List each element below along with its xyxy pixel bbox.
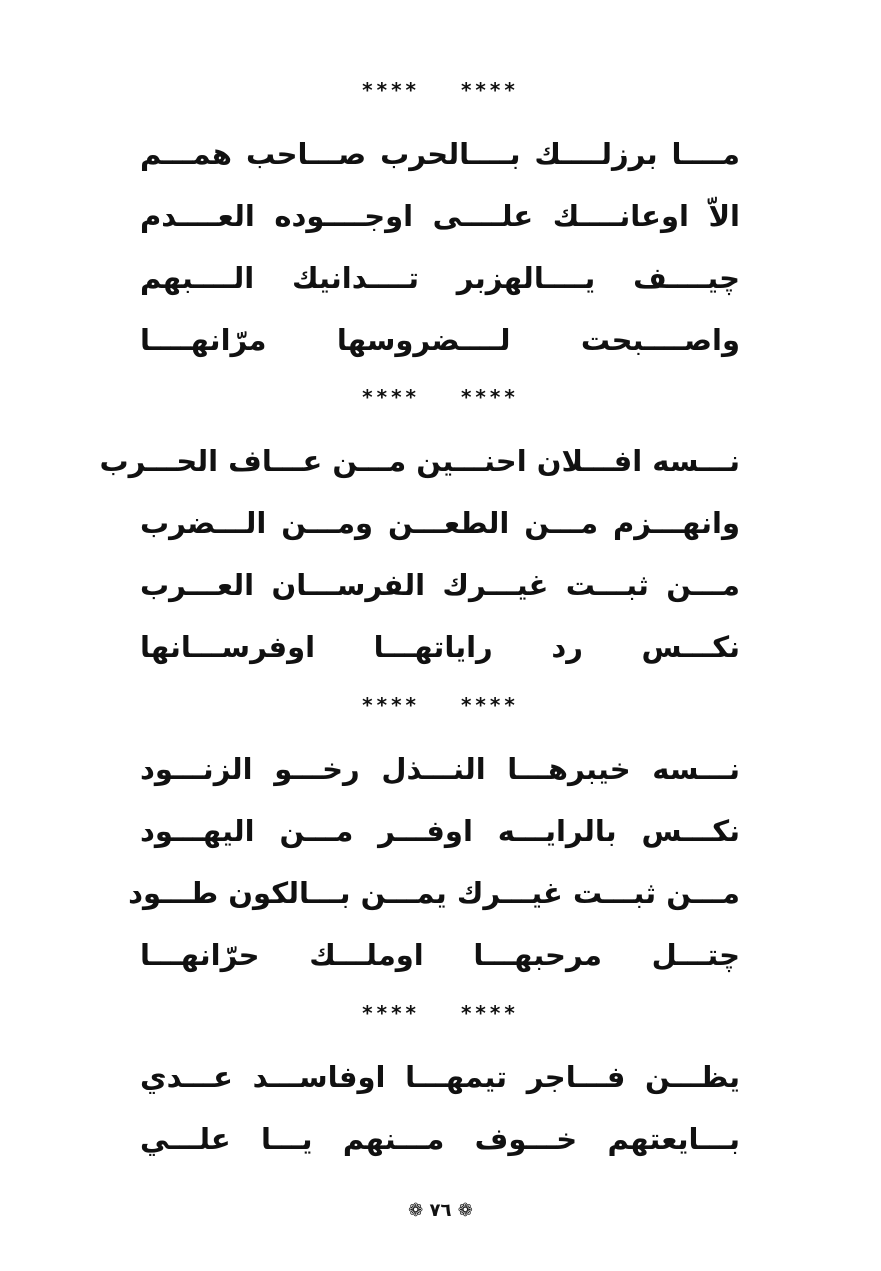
page-number-block <box>0 1200 881 1221</box>
verse-line: واصــــبحت لــــضروسها مرّانهــــا <box>140 323 740 357</box>
stanza-separator: **** **** <box>362 1001 519 1025</box>
verse-line: يظـــن فـــاجر تيمهـــا اوفاســـد عـــدي <box>140 1060 740 1094</box>
verse-line: نـــسه افـــلان احنـــين مـــن عـــاف الحـــرب <box>99 444 740 478</box>
verse-line: مـــن ثبـــت غيـــرك الفرســـان العـــرب <box>140 568 740 602</box>
verse-line: چتـــل مرحبهـــا اوملـــك حرّانهـــا <box>140 938 740 972</box>
ornament-right-icon: ❁ <box>457 1200 473 1221</box>
verse-line: الاّ اوعانــــك علــــى اوجــــوده العــــدم <box>140 199 740 233</box>
verse-line: بـــايعتهم خـــوف مـــنهم يـــا علـــي <box>140 1122 740 1156</box>
stanza-separator: **** **** <box>362 385 519 409</box>
ornament-left-icon: ❁ <box>408 1200 424 1221</box>
verse-line: نـــسه خيبرهـــا النـــذل رخـــو الزنـــود <box>140 752 740 786</box>
verse-line: مـــن ثبـــت غيـــرك يمـــن بـــالكون طـــود <box>128 876 740 910</box>
verse-line: چيــــف يــــالهزبر تــــدانيك الــــبهم <box>140 261 740 295</box>
verse-line: مــــا برزلــــك بــــالحرب صـــاحب همـــم <box>140 137 740 171</box>
stanza-separator: **** **** <box>362 693 519 717</box>
verse-line: نكـــس رد راياتهـــا اوفرســـانها <box>140 630 740 664</box>
stanza-separator: **** **** <box>362 78 519 102</box>
page-number: ٧٦ <box>429 1200 452 1221</box>
verse-line: نكـــس بالرايـــه اوفـــر مـــن اليهـــود <box>140 814 740 848</box>
verse-line: وانهـــزم مـــن الطعـــن ومـــن الـــضرب <box>140 506 740 540</box>
